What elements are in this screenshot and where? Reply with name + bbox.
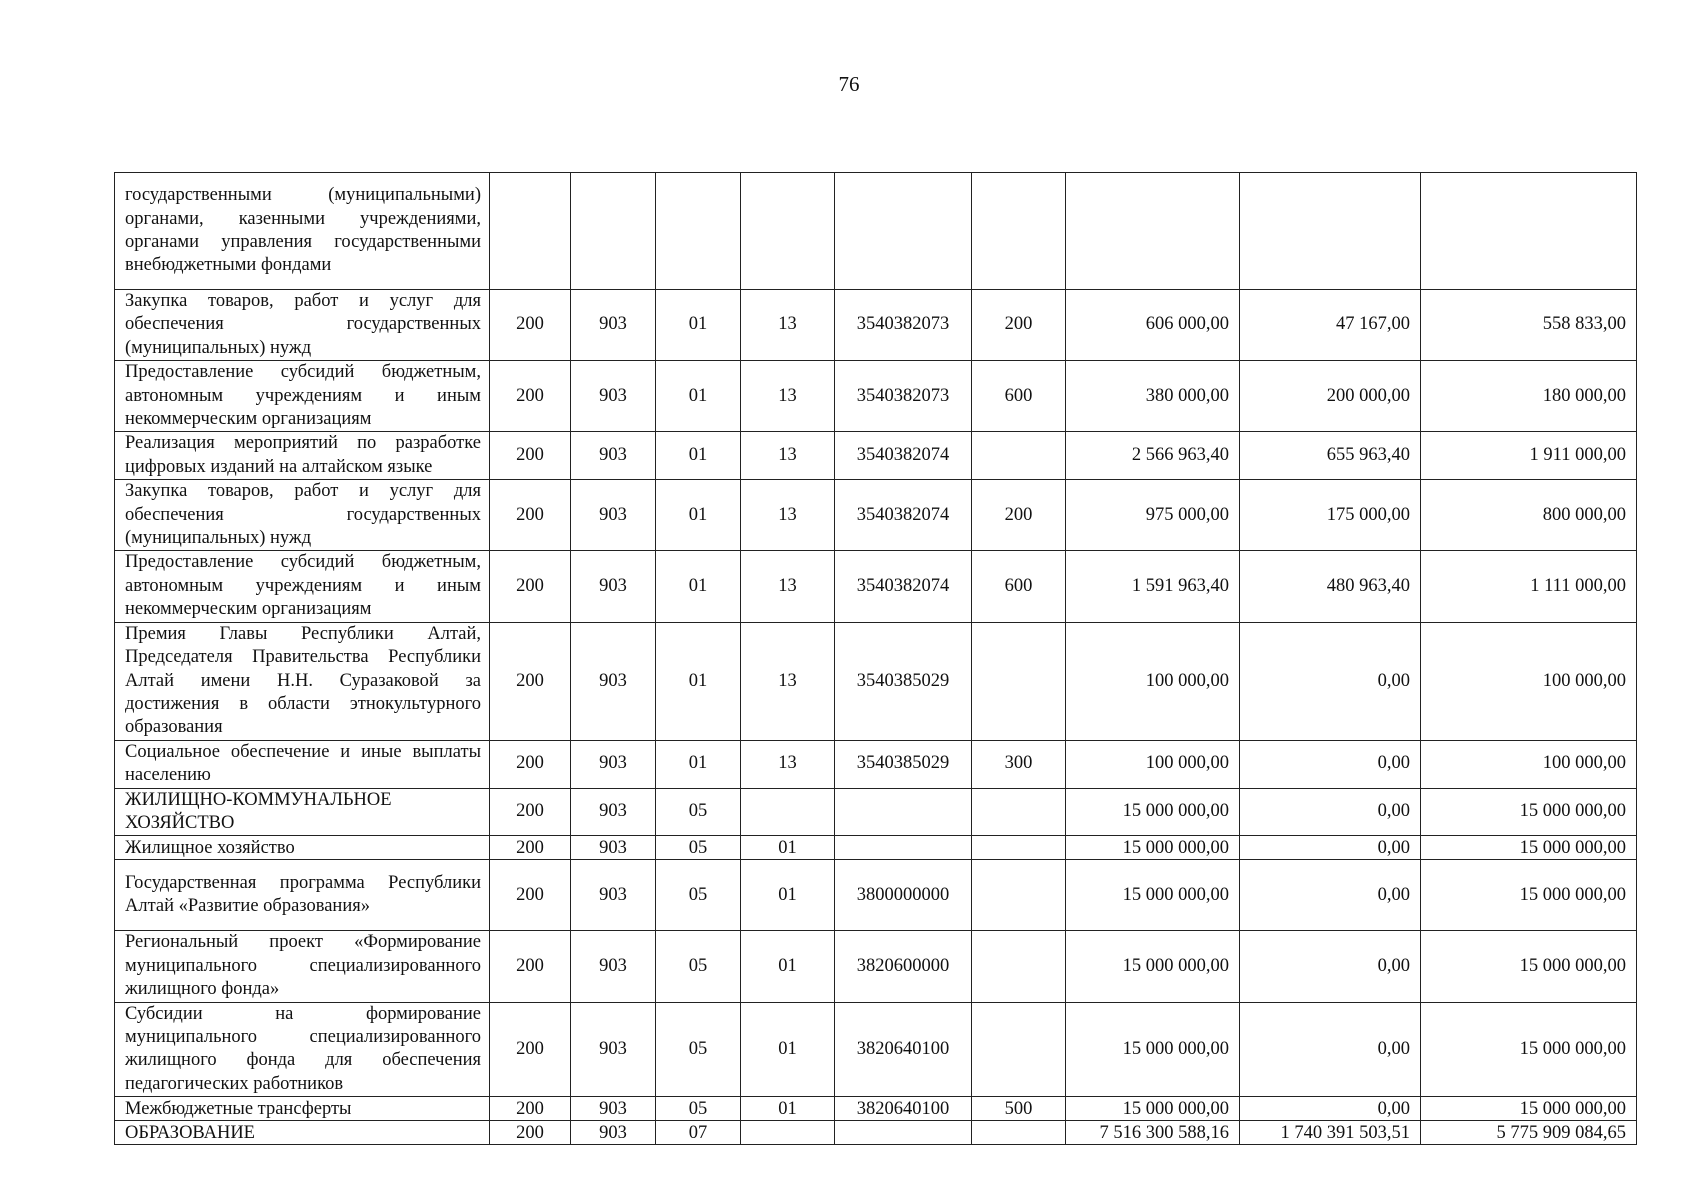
table-row [115, 290, 1637, 361]
row-description: Социальное обеспечение и иные выплаты населению [115, 740, 490, 788]
code-administrator: 200 [490, 931, 571, 1002]
code-chapter: 903 [571, 1121, 656, 1145]
code-section: 05 [656, 1002, 741, 1097]
code-chapter: 903 [571, 551, 656, 622]
budget-table [114, 172, 1637, 1145]
code-subsection: 01 [741, 836, 835, 860]
table-row [115, 361, 1637, 432]
row-description: ЖИЛИЩНО-КОММУНАЛЬНОЕ ХОЗЯЙСТВО [115, 788, 490, 836]
amount-cell: 1 591 963,40 [1066, 551, 1240, 622]
table-row [115, 1121, 1637, 1145]
code-subsection: 13 [741, 480, 835, 551]
amount-cell: 0,00 [1240, 740, 1421, 788]
code-section: 01 [656, 290, 741, 361]
code-expense-type [972, 1121, 1066, 1145]
code-chapter: 903 [571, 836, 656, 860]
code-chapter: 903 [571, 432, 656, 480]
table-body [115, 173, 1637, 1145]
amount-cell: 15 000 000,00 [1421, 860, 1637, 931]
code-subsection: 01 [741, 931, 835, 1002]
amount-cell: 1 911 000,00 [1421, 432, 1637, 480]
code-administrator: 200 [490, 1097, 571, 1121]
code-chapter: 903 [571, 290, 656, 361]
amount-cell: 200 000,00 [1240, 361, 1421, 432]
code-subsection: 13 [741, 432, 835, 480]
amount-cell: 100 000,00 [1421, 740, 1637, 788]
amount-cell: 100 000,00 [1066, 622, 1240, 740]
amount-cell: 0,00 [1240, 1002, 1421, 1097]
code-target-article: 3820640100 [835, 1097, 972, 1121]
amount-cell: 15 000 000,00 [1421, 788, 1637, 836]
row-description: Региональный проект «Формирование муниципального специализированного жилищного фонда» [115, 931, 490, 1002]
code-administrator: 200 [490, 788, 571, 836]
amount-cell: 100 000,00 [1421, 622, 1637, 740]
code-section: 01 [656, 622, 741, 740]
code-chapter: 903 [571, 931, 656, 1002]
code-subsection: 13 [741, 361, 835, 432]
row-description: Предоставление субсидий бюджетным, автономным учреждениям и иным некоммерческим организациям [115, 551, 490, 622]
code-subsection: 01 [741, 1097, 835, 1121]
code-expense-type [972, 836, 1066, 860]
code-section: 05 [656, 836, 741, 860]
amount-cell: 0,00 [1240, 860, 1421, 931]
amount-cell: 975 000,00 [1066, 480, 1240, 551]
code-expense-type: 200 [972, 480, 1066, 551]
amount-cell: 1 740 391 503,51 [1240, 1121, 1421, 1145]
table-row [115, 860, 1637, 931]
code-expense-type: 500 [972, 1097, 1066, 1121]
amount-cell: 655 963,40 [1240, 432, 1421, 480]
amount-cell: 800 000,00 [1421, 480, 1637, 551]
code-chapter: 903 [571, 1002, 656, 1097]
row-description: государственными (муниципальными) органами, казенными учреждениями, органами управления государственными внебюджетными фондами [115, 173, 490, 290]
row-description: Жилищное хозяйство [115, 836, 490, 860]
amount-cell: 606 000,00 [1066, 290, 1240, 361]
table-row [115, 432, 1637, 480]
code-section: 05 [656, 860, 741, 931]
page-number: 76 [838, 72, 860, 96]
amount-cell: 47 167,00 [1240, 290, 1421, 361]
code-expense-type: 200 [972, 290, 1066, 361]
code-section: 01 [656, 432, 741, 480]
code-section: 07 [656, 1121, 741, 1145]
amount-cell: 100 000,00 [1066, 740, 1240, 788]
row-description: ОБРАЗОВАНИЕ [115, 1121, 490, 1145]
code-target-article: 3540382074 [835, 551, 972, 622]
row-description: Государственная программа Республики Алтай «Развитие образования» [115, 860, 490, 931]
code-target-article: 3540382073 [835, 290, 972, 361]
amount-cell: 15 000 000,00 [1066, 1097, 1240, 1121]
code-subsection [741, 173, 835, 290]
code-section: 01 [656, 480, 741, 551]
amount-cell: 1 111 000,00 [1421, 551, 1637, 622]
code-target-article: 3540382074 [835, 432, 972, 480]
code-administrator: 200 [490, 290, 571, 361]
code-target-article: 3820640100 [835, 1002, 972, 1097]
code-chapter: 903 [571, 622, 656, 740]
code-target-article: 3540382074 [835, 480, 972, 551]
code-expense-type [972, 1002, 1066, 1097]
code-target-article: 3540385029 [835, 622, 972, 740]
row-description: Закупка товаров, работ и услуг для обеспечения государственных (муниципальных) нужд [115, 480, 490, 551]
code-target-article [835, 788, 972, 836]
amount-cell: 558 833,00 [1421, 290, 1637, 361]
table-row [115, 1097, 1637, 1121]
code-administrator: 200 [490, 1121, 571, 1145]
code-expense-type [972, 622, 1066, 740]
table-row [115, 1002, 1637, 1097]
code-administrator: 200 [490, 432, 571, 480]
code-section: 05 [656, 788, 741, 836]
code-expense-type [972, 788, 1066, 836]
code-target-article: 3820600000 [835, 931, 972, 1002]
code-subsection: 13 [741, 290, 835, 361]
table-row [115, 173, 1637, 290]
code-chapter: 903 [571, 860, 656, 931]
code-target-article: 3800000000 [835, 860, 972, 931]
amount-cell: 5 775 909 084,65 [1421, 1121, 1637, 1145]
amount-cell: 380 000,00 [1066, 361, 1240, 432]
amount-cell: 15 000 000,00 [1066, 1002, 1240, 1097]
code-chapter: 903 [571, 740, 656, 788]
amount-cell: 0,00 [1240, 836, 1421, 860]
row-description: Субсидии на формирование муниципального специализированного жилищного фонда для обеспечения педагогических работников [115, 1002, 490, 1097]
code-administrator: 200 [490, 361, 571, 432]
code-chapter: 903 [571, 361, 656, 432]
amount-cell: 15 000 000,00 [1421, 836, 1637, 860]
code-subsection [741, 788, 835, 836]
code-chapter: 903 [571, 1097, 656, 1121]
code-target-article [835, 836, 972, 860]
code-subsection: 13 [741, 551, 835, 622]
amount-cell: 0,00 [1240, 622, 1421, 740]
amount-cell: 15 000 000,00 [1066, 931, 1240, 1002]
code-subsection: 13 [741, 740, 835, 788]
amount-cell: 0,00 [1240, 788, 1421, 836]
code-section: 05 [656, 1097, 741, 1121]
amount-cell [1066, 173, 1240, 290]
row-description: Премия Главы Республики Алтай, Председателя Правительства Республики Алтай имени Н.Н. Суразаковой за достижения в области этнокультурного образования [115, 622, 490, 740]
amount-cell: 2 566 963,40 [1066, 432, 1240, 480]
amount-cell: 15 000 000,00 [1066, 836, 1240, 860]
amount-cell: 480 963,40 [1240, 551, 1421, 622]
code-administrator: 200 [490, 860, 571, 931]
code-subsection [741, 1121, 835, 1145]
amount-cell: 180 000,00 [1421, 361, 1637, 432]
code-section: 01 [656, 551, 741, 622]
amount-cell: 175 000,00 [1240, 480, 1421, 551]
amount-cell: 7 516 300 588,16 [1066, 1121, 1240, 1145]
code-target-article [835, 173, 972, 290]
row-description: Закупка товаров, работ и услуг для обеспечения государственных (муниципальных) нужд [115, 290, 490, 361]
code-subsection: 01 [741, 860, 835, 931]
code-section: 01 [656, 740, 741, 788]
table-row [115, 551, 1637, 622]
code-subsection: 13 [741, 622, 835, 740]
table-row [115, 931, 1637, 1002]
code-expense-type: 600 [972, 551, 1066, 622]
amount-cell: 0,00 [1240, 1097, 1421, 1121]
code-chapter [571, 173, 656, 290]
amount-cell: 15 000 000,00 [1421, 931, 1637, 1002]
amount-cell: 15 000 000,00 [1421, 1002, 1637, 1097]
code-chapter: 903 [571, 788, 656, 836]
code-section [656, 173, 741, 290]
code-expense-type: 600 [972, 361, 1066, 432]
table-row [115, 836, 1637, 860]
code-administrator: 200 [490, 836, 571, 860]
code-administrator: 200 [490, 622, 571, 740]
row-description: Межбюджетные трансферты [115, 1097, 490, 1121]
table-row [115, 740, 1637, 788]
amount-cell: 15 000 000,00 [1421, 1097, 1637, 1121]
code-administrator: 200 [490, 1002, 571, 1097]
code-chapter: 903 [571, 480, 656, 551]
code-administrator: 200 [490, 480, 571, 551]
table-row [115, 480, 1637, 551]
code-section: 05 [656, 931, 741, 1002]
code-administrator: 200 [490, 551, 571, 622]
code-expense-type [972, 432, 1066, 480]
code-target-article: 3540385029 [835, 740, 972, 788]
table-row [115, 788, 1637, 836]
code-target-article [835, 1121, 972, 1145]
code-administrator: 200 [490, 740, 571, 788]
code-expense-type [972, 173, 1066, 290]
code-subsection: 01 [741, 1002, 835, 1097]
row-description: Реализация мероприятий по разработке цифровых изданий на алтайском языке [115, 432, 490, 480]
code-administrator [490, 173, 571, 290]
amount-cell [1240, 173, 1421, 290]
amount-cell: 15 000 000,00 [1066, 860, 1240, 931]
amount-cell [1421, 173, 1637, 290]
code-section: 01 [656, 361, 741, 432]
code-expense-type: 300 [972, 740, 1066, 788]
code-expense-type [972, 931, 1066, 1002]
code-target-article: 3540382073 [835, 361, 972, 432]
row-description: Предоставление субсидий бюджетным, автономным учреждениям и иным некоммерческим организациям [115, 361, 490, 432]
amount-cell: 15 000 000,00 [1066, 788, 1240, 836]
table-row [115, 622, 1637, 740]
code-expense-type [972, 860, 1066, 931]
amount-cell: 0,00 [1240, 931, 1421, 1002]
